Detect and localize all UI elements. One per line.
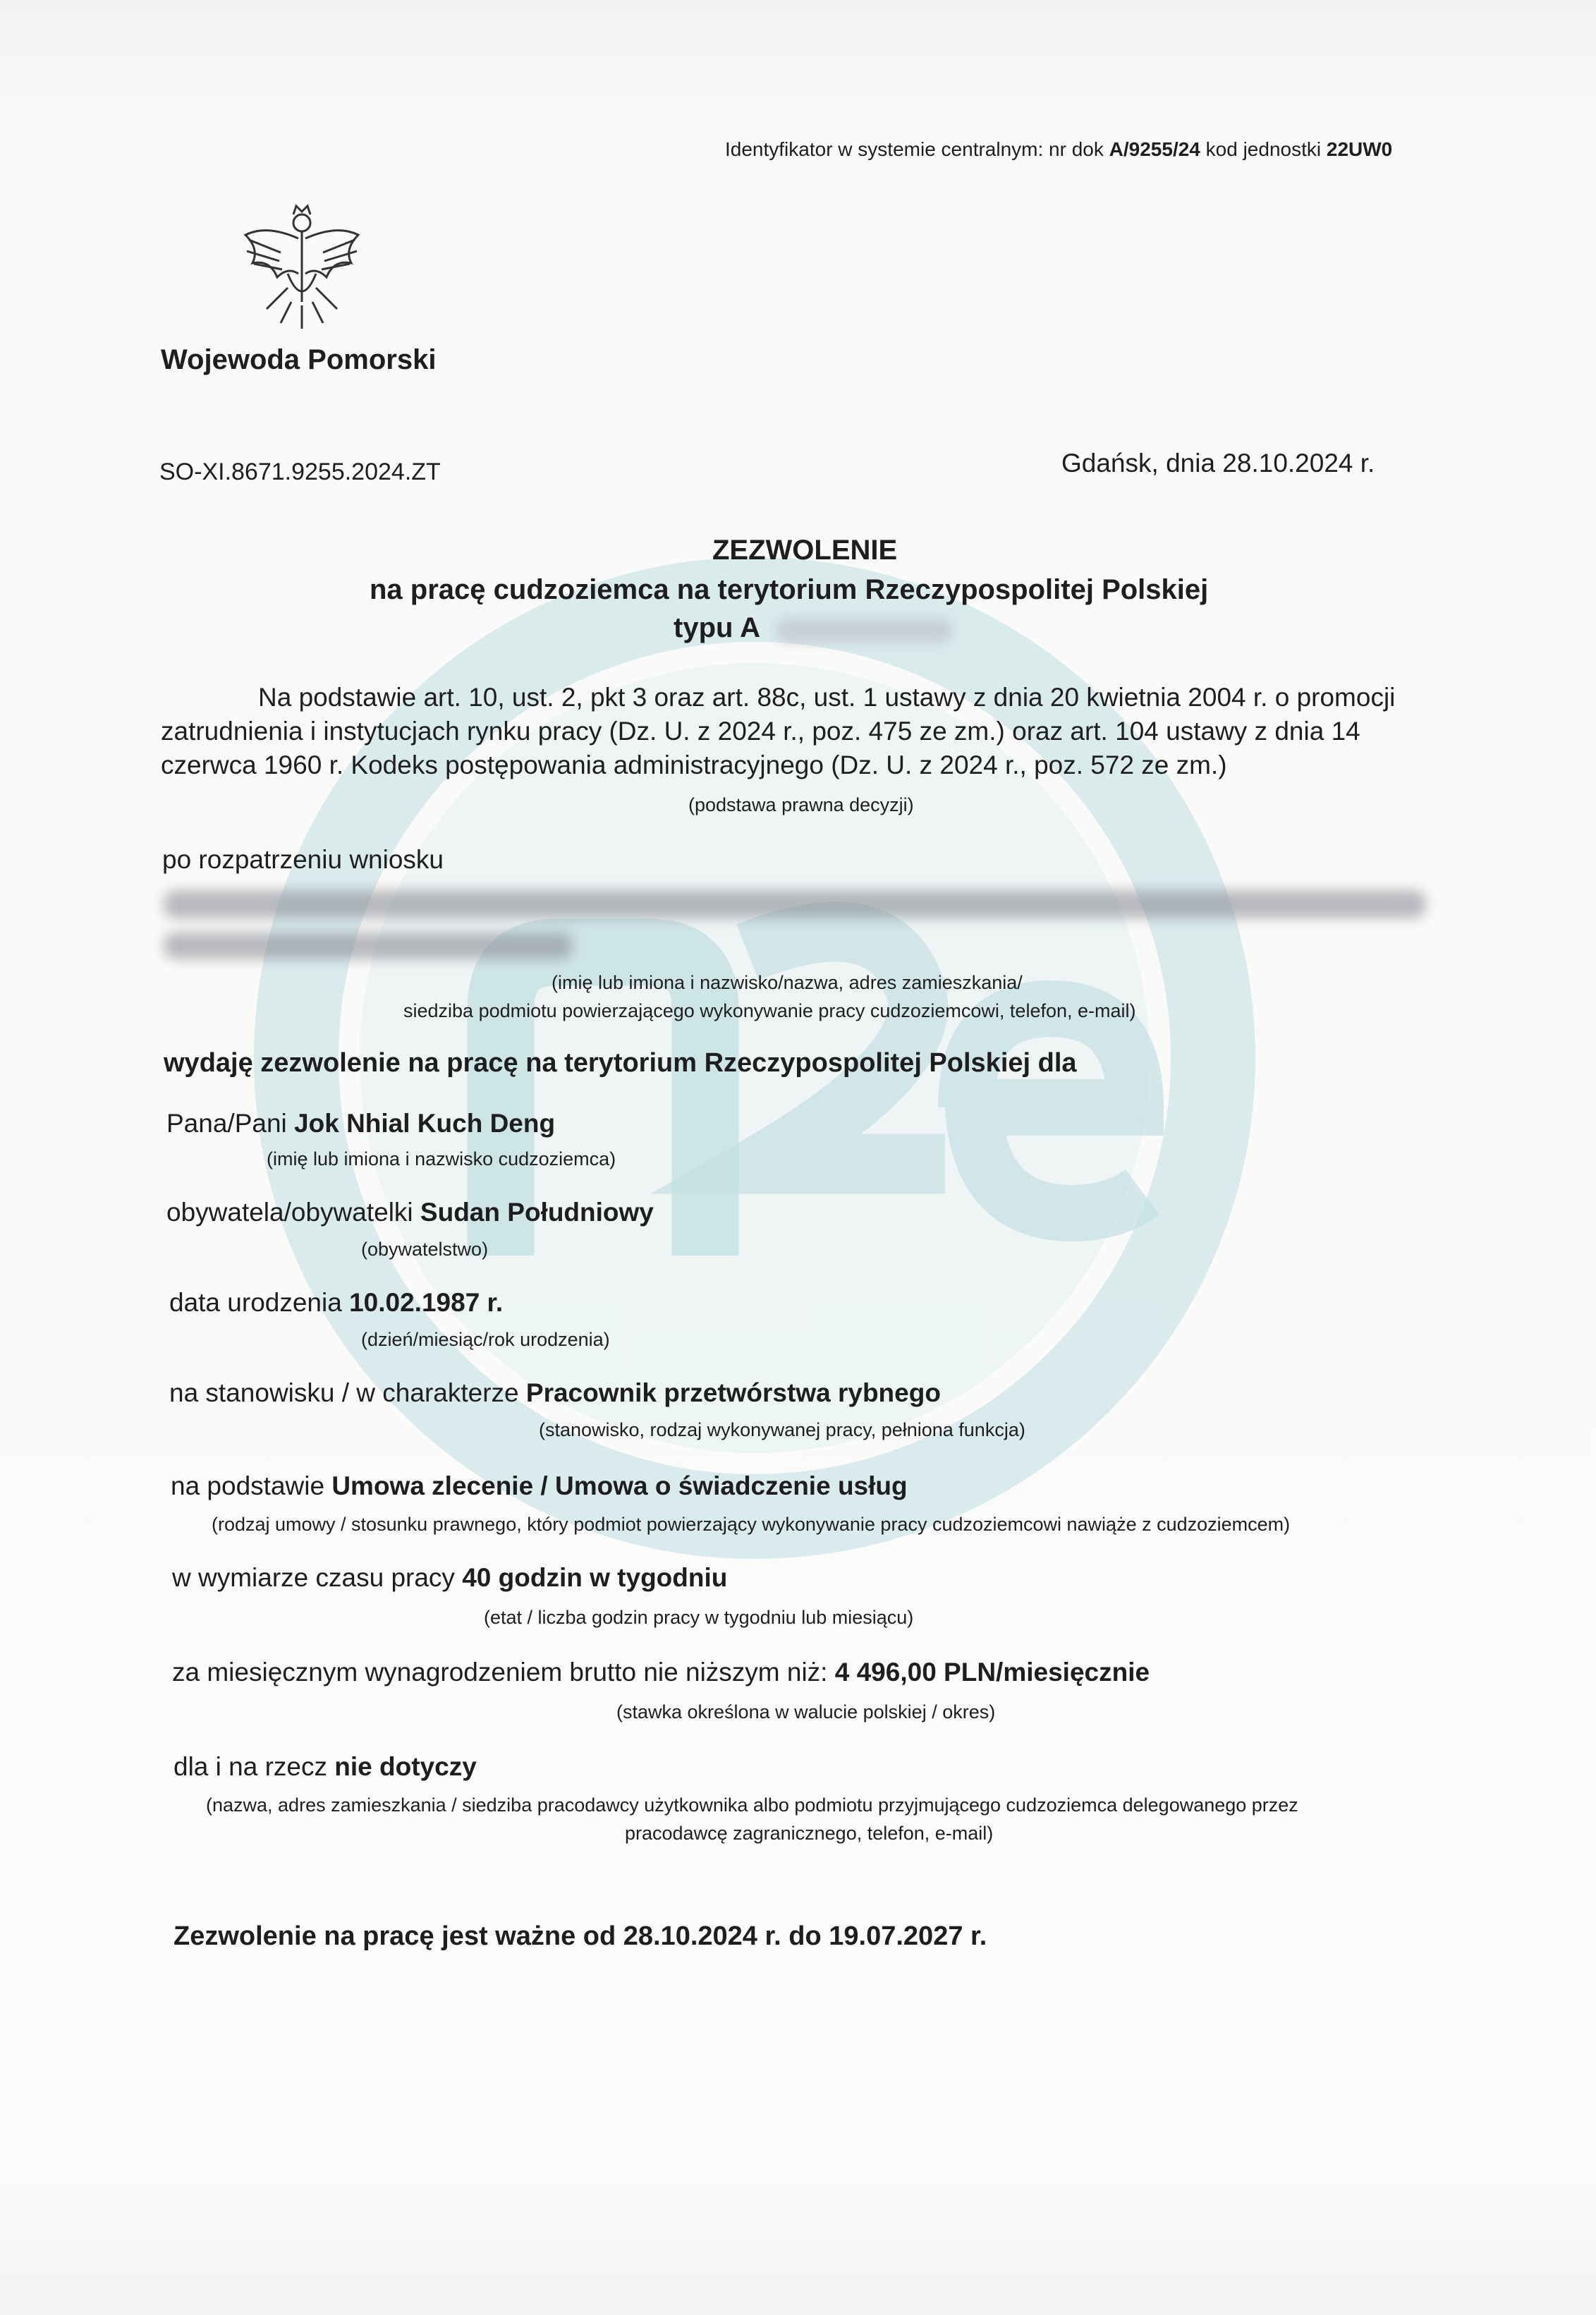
citizenship-caption: (obywatelstwo) — [361, 1239, 489, 1260]
working-time-row — [172, 1563, 727, 1593]
field-label: data urodzenia — [169, 1288, 350, 1317]
foreigner-name-row — [166, 1109, 555, 1138]
field-label: w wymiarze czasu pracy — [172, 1563, 463, 1592]
identifier-prefix: Identyfikator w systemie centralnym: nr dok — [725, 138, 1109, 160]
position-row — [169, 1378, 941, 1408]
contract-caption: (rodzaj umowy / stosunku prawnego, który podmiot powierzający wykonywanie pracy cudzoziemcowi nawiąże z cudzoziemcem) — [212, 1514, 1291, 1535]
applicant-caption-line-1: (imię lub imiona i nazwisko/nazwa, adres zamieszkania/ — [552, 972, 1023, 993]
case-reference: SO-XI.8671.9255.2024.ZT — [159, 458, 441, 485]
citizenship-row — [166, 1198, 654, 1227]
contract-value: Umowa zlecenie / Umowa o świadczenie usług — [331, 1471, 908, 1500]
field-label: dla i na rzecz — [173, 1752, 335, 1781]
polish-eagle-emblem-icon — [238, 196, 365, 334]
legal-basis-caption: (podstawa prawna decyzji) — [688, 794, 914, 815]
user-employer-caption-line-1: (nazwa, adres zamieszkania / siedziba pracodawcy użytkownika albo podmiotu przyjmującego cudzoziemca delegowanego przez — [206, 1794, 1298, 1816]
working-time-value: 40 godzin w tygodniu — [462, 1563, 728, 1592]
legal-basis-line-3: czerwca 1960 r. Kodeks postępowania administracyjnego (Dz. U. z 2024 r., poz. 572 ze zm.) — [161, 751, 1227, 779]
salary-row — [172, 1658, 1150, 1687]
foreigner-name: Jok Nhial Kuch Deng — [294, 1109, 556, 1138]
field-label: na podstawie — [171, 1471, 332, 1500]
unit-prefix: kod jednostki — [1200, 138, 1327, 160]
position-value: Pracownik przetwórstwa rybnego — [525, 1378, 941, 1407]
position-caption: (stanowisko, rodzaj wykonywanej pracy, pełniona funkcja) — [539, 1419, 1025, 1440]
user-employer-row — [173, 1752, 477, 1782]
field-label: Pana/Pani — [166, 1109, 295, 1138]
foreigner-name-caption: (imię lub imiona i nazwisko cudzoziemca) — [267, 1148, 616, 1169]
redacted-applicant-line-2 — [164, 932, 573, 959]
birth-date-value: 10.02.1987 r. — [349, 1288, 504, 1317]
permit-type: typu A — [674, 612, 760, 643]
redacted-applicant-line-1 — [164, 890, 1426, 918]
legal-basis-line-2: zatrudnienia i instytucjach rynku pracy (Dz. U. z 2024 r., poz. 475 ze zm.) oraz art. 104 ustawy z dnia 14 — [161, 717, 1360, 746]
decision-statement: wydaję zezwolenie na pracę na terytorium Rzeczypospolitej Polskiej dla — [164, 1048, 1077, 1078]
salary-caption: (stawka określona w walucie polskiej / okres) — [616, 1701, 996, 1722]
user-employer-caption-line-2: pracodawcę zagranicznego, telefon, e-mail) — [625, 1823, 994, 1844]
salary-value: 4 496,00 PLN/miesięcznie — [834, 1658, 1150, 1687]
birth-date-row — [169, 1288, 503, 1318]
citizenship-value: Sudan Południowy — [420, 1198, 654, 1227]
applicant-caption-line-2: siedziba podmiotu powierzającego wykonywanie pracy cudzoziemcowi, telefon, e-mail) — [403, 1000, 1136, 1021]
field-label: na stanowisku / w charakterze — [169, 1378, 526, 1407]
legal-basis-line-1: Na podstawie art. 10, ust. 2, pkt 3 oraz art. 88c, ust. 1 ustawy z dnia 20 kwietnia 2004 r. o promocji — [258, 683, 1396, 712]
redacted-permit-number — [776, 618, 952, 643]
user-employer-value: nie dotyczy — [334, 1752, 477, 1781]
issuer-name: Wojewoda Pomorski — [161, 344, 437, 375]
place-date: Gdańsk, dnia 28.10.2024 r. — [1061, 449, 1375, 478]
document-subtitle: na pracę cudzoziemca na terytorium Rzeczypospolitej Polskiej — [370, 574, 1209, 605]
contract-row — [171, 1471, 908, 1501]
central-identifier — [725, 138, 1392, 161]
unit-code: 22UW0 — [1326, 138, 1393, 160]
birth-date-caption: (dzień/miesiąc/rok urodzenia) — [361, 1329, 610, 1350]
validity-statement: Zezwolenie na pracę jest ważne od 28.10.2024 r. do 19.07.2027 r. — [173, 1921, 987, 1951]
field-label: obywatela/obywatelki — [166, 1198, 420, 1227]
document-title: ZEZWOLENIE — [712, 535, 898, 566]
doc-number: A/9255/24 — [1109, 138, 1200, 160]
application-label: po rozpatrzeniu wniosku — [162, 845, 444, 874]
field-label: za miesięcznym wynagrodzeniem brutto nie niższym niż: — [172, 1658, 835, 1687]
working-time-caption: (etat / liczba godzin pracy w tygodniu lub miesiącu) — [484, 1607, 914, 1628]
